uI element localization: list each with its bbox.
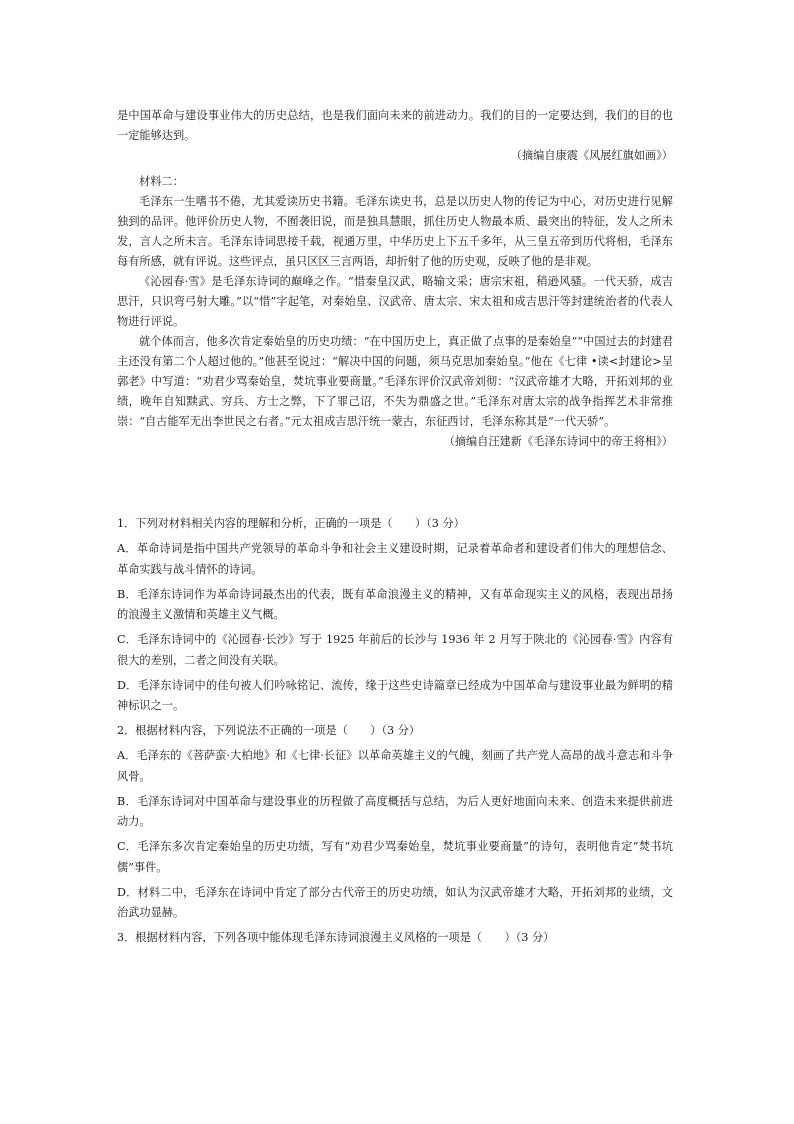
continuation-paragraph: 是中国革命与建设事业伟大的历史总结，也是我们面向未来的前进动力。我们的目的一定要达到，我们的目的也一定能够达到。 xyxy=(117,109,673,142)
question-2-option-d: D．材料二中，毛泽东在诗词中肯定了部分古代帝王的历史功绩，如认为汉武帝雄才大略，开拓刘邦的业绩，文治武功显赫。 xyxy=(117,885,673,919)
material-one-ending xyxy=(117,106,673,166)
question-3-stem: 3．根据材料内容，下列各项中能体现毛泽东诗词浪漫主义风格的一项是（ ）（3 分） xyxy=(117,931,555,944)
material-two-paragraph-1: 毛泽东一生嗜书不倦，尤其爱读历史书籍。毛泽东读史书，总是以历史人物的传记为中心，对历史进行见解独到的品评。他评价历史人物，不囿袭旧说，而是独具慧眼，抓住历史人物最本质、最突出的特征，发人之所未发，言人之所未言。毛泽东诗词思接千载，视通万里，中华历史上下五千多年，从三皇五帝到历代将相，毛泽东每有所感，就有评说。这些评点，虽只区区三言两语，却折射了他的历史观，反映了他的是非观。 xyxy=(117,195,673,268)
source-citation-2: （摘编自汪建新《毛泽东诗词中的帝王将相》） xyxy=(443,435,673,448)
material-two-paragraph-3: 就个体而言，他多次肯定秦始皇的历史功绩：“在中国历史上，真正做了点事的是秦始皇”“中国过去的封建君主还没有第二个人超过他的。”他甚至说过：“解决中国的问题，须马克思加秦始皇。”他在《七律 •读<封建论>呈郭老》中写道：“劝君少骂秦始皇，焚坑事业要商量。”毛泽东评价汉武帝刘彻：“汉武帝雄才大略，开拓刘邦的业绩，晚年自知黩武、穷兵、方士之弊，下了罪己诏，不失为鼎盛之世。”毛泽东对唐太宗的战争指挥艺术非常推崇：“自古能军无出李世民之右者。”元太祖成吉思汗统一蒙古，东征西讨，毛泽东称其是“一代天骄”。 xyxy=(117,335,673,428)
question-1-option-b: B．毛泽东诗词作为革命诗词最杰出的代表，既有革命浪漫主义的精神，又有革命现实主义的风格，表现出昂扬的浪漫主义激情和英雄主义气概。 xyxy=(117,587,673,621)
question-2-stem: 2．根据材料内容，下列说法不正确的一项是（ ）（3 分） xyxy=(117,724,421,737)
question-1-stem: 1．下列对材料相关内容的理解和分析，正确的一项是（ ）（3 分） xyxy=(117,517,465,530)
material-two xyxy=(117,172,673,452)
question-1-option-d: D．毛泽东诗词中的佳句被人们吟咏铭记、流传，缘于这些史诗篇章已经成为中国革命与建设事业最为鲜明的精神标识之一。 xyxy=(117,678,673,712)
material-two-paragraph-2: 《沁园春·雪》是毛泽东诗词的巅峰之作。“惜秦皇汉武，略输文采；唐宗宋祖，稍逊风骚。一代天骄，成吉思汗，只识弯弓射大雕。”以“惜”字起笔，对秦始皇、汉武帝、唐太宗、宋太祖和成吉思汗等封建统治者的代表人物进行评说。 xyxy=(117,275,673,328)
material-two-heading: 材料二： xyxy=(139,175,184,188)
questions-section xyxy=(117,514,673,953)
question-2-option-a: A．毛泽东的《菩萨蛮·大柏地》和《七律·长征》以革命英雄主义的气魄，刻画了共产党人高昂的战斗意志和斗争风骨。 xyxy=(117,749,673,783)
question-1-option-c: C．毛泽东诗词中的《沁园春·长沙》写于 1925 年前后的长沙与 1936 年 2 月写于陕北的《沁园春·雪》内容有很大的差别，二者之间没有关联。 xyxy=(117,633,673,667)
question-2-option-b: B．毛泽东诗词对中国革命与建设事业的历程做了高度概括与总结，为后人更好地面向未来、创造未来提供前进动力。 xyxy=(117,794,673,828)
question-2-option-c: C．毛泽东多次肯定秦始皇的历史功绩，写有“劝君少骂秦始皇，焚坑事业要商量”的诗句，表明他肯定“焚书坑儒”事件。 xyxy=(117,840,673,874)
source-citation-1: （摘编自康震《风展红旗如画》） xyxy=(510,149,673,162)
question-1-option-a: A．革命诗词是指中国共产党领导的革命斗争和社会主义建设时期，记录着革命者和建设者们伟大的理想信念、革命实践与战斗情怀的诗词。 xyxy=(117,542,673,576)
